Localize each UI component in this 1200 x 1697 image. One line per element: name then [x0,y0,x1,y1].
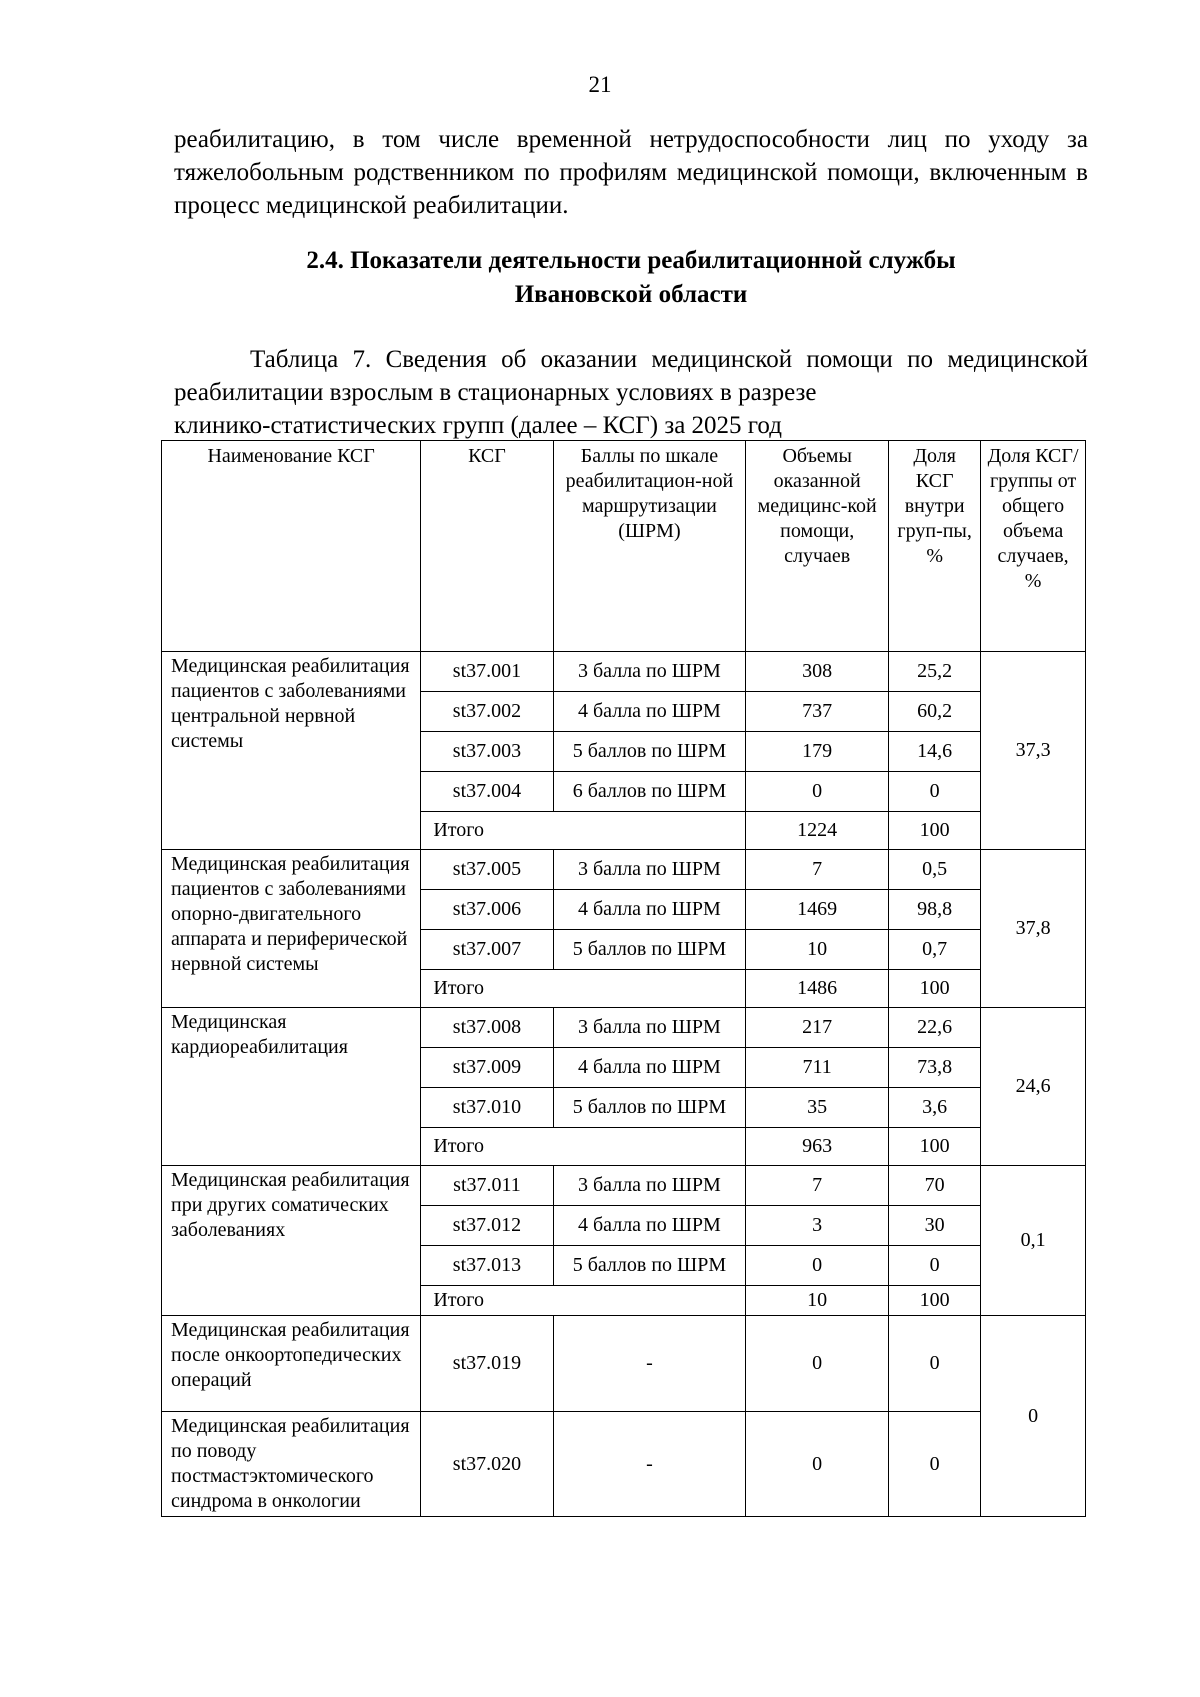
share-in-group: 0 [889,1316,981,1412]
shrm-score: 4 балла по ШРМ [553,692,746,732]
ksg-code: st37.006 [421,890,553,930]
shrm-score: 3 балла по ШРМ [553,1166,746,1206]
shrm-score: 5 баллов по ШРМ [553,1088,746,1128]
shrm-score: 3 балла по ШРМ [553,1008,746,1048]
shrm-score: 5 баллов по ШРМ [553,1246,746,1286]
case-volume: 0 [746,1246,889,1286]
rehab-statistics-table [161,440,1086,1517]
case-volume: 1469 [746,890,889,930]
ksg-code: st37.007 [421,930,553,970]
section-heading-line2: Ивановской области [514,281,748,308]
header-volume: Объемы оказанной медицинс-кой помощи, случаев [746,441,889,652]
shrm-score: 5 баллов по ШРМ [553,930,746,970]
table-row [162,1166,1086,1206]
share-of-total: 37,3 [981,652,1086,850]
page-number: 21 [588,72,612,97]
header-share-in-group: Доля КСГ внутри груп-пы, % [889,441,981,652]
table-header-row [162,441,1086,652]
case-volume: 711 [746,1048,889,1088]
table-body [162,652,1086,1517]
share-in-group: 0,7 [889,930,981,970]
shrm-score: 3 балла по ШРМ [553,850,746,890]
shrm-score: - [553,1412,746,1517]
total-volume: 1224 [746,812,889,850]
shrm-score: - [553,1316,746,1412]
case-volume: 179 [746,732,889,772]
share-in-group: 0 [889,772,981,812]
case-volume: 308 [746,652,889,692]
share-of-total: 37,8 [981,850,1086,1008]
group-name: Медицинская реабилитация при других соматических заболеваниях [162,1166,421,1316]
share-in-group: 70 [889,1166,981,1206]
share-in-group: 30 [889,1206,981,1246]
table-caption [174,343,1088,442]
group-name: Медицинская реабилитация по поводу постмастэктомического синдрома в онкологии [162,1412,421,1517]
ksg-code: st37.001 [421,652,553,692]
case-volume: 10 [746,930,889,970]
shrm-score: 5 баллов по ШРМ [553,732,746,772]
intro-paragraph: реабилитацию, в том числе временной нетрудоспособности лиц по уходу за тяжелобольным родственником по профилям медицинской помощи, включенным в процесс медицинской реабилитации. [174,126,1088,219]
case-volume: 0 [746,772,889,812]
case-volume: 35 [746,1088,889,1128]
header-score: Баллы по шкале реабилитацион-ной маршрутизации (ШРМ) [553,441,746,652]
shrm-score: 4 балла по ШРМ [553,890,746,930]
table-row [162,652,1086,692]
ksg-code: st37.004 [421,772,553,812]
header-share-total: Доля КСГ/ группы от общего объема случаев, % [981,441,1086,652]
table-row [162,1316,1086,1412]
shrm-score: 3 балла по ШРМ [553,652,746,692]
group-name: Медицинская реабилитация после онкоортопедических операций [162,1316,421,1412]
share-in-group: 98,8 [889,890,981,930]
group-name: Медицинская реабилитация пациентов с заболеваниями центральной нервной системы [162,652,421,850]
share-in-group: 25,2 [889,652,981,692]
group-name: Медицинская кардиореабилитация [162,1008,421,1166]
header-ksg: КСГ [421,441,553,652]
ksg-code: st37.005 [421,850,553,890]
ksg-code: st37.003 [421,732,553,772]
ksg-code: st37.013 [421,1246,553,1286]
case-volume: 217 [746,1008,889,1048]
share-in-group: 73,8 [889,1048,981,1088]
section-heading [174,244,1088,312]
header-name: Наименование КСГ [162,441,421,652]
total-volume: 963 [746,1128,889,1166]
ksg-code: st37.020 [421,1412,553,1517]
total-volume: 1486 [746,970,889,1008]
group-name: Медицинская реабилитация пациентов с заболеваниями опорно-двигательного аппарата и периферической нервной системы [162,850,421,1008]
total-share: 100 [889,1128,981,1166]
ksg-code: st37.011 [421,1166,553,1206]
case-volume: 3 [746,1206,889,1246]
total-label: Итого [421,812,746,850]
case-volume: 7 [746,850,889,890]
shrm-score: 4 балла по ШРМ [553,1206,746,1246]
share-in-group: 3,6 [889,1088,981,1128]
total-label: Итого [421,970,746,1008]
share-in-group: 14,6 [889,732,981,772]
ksg-code: st37.019 [421,1316,553,1412]
table-row [162,850,1086,890]
ksg-code: st37.002 [421,692,553,732]
section-heading-line1: 2.4. Показатели деятельности реабилитационной службы [306,247,956,274]
total-share: 100 [889,1286,981,1316]
table-caption-last-line: клинико-статистических групп (далее – КСГ) за 2025 год [174,412,782,439]
case-volume: 7 [746,1166,889,1206]
total-share: 100 [889,970,981,1008]
case-volume: 0 [746,1316,889,1412]
case-volume: 737 [746,692,889,732]
total-label: Итого [421,1286,746,1316]
share-in-group: 0,5 [889,850,981,890]
shrm-score: 4 балла по ШРМ [553,1048,746,1088]
share-of-total: 0,1 [981,1166,1086,1316]
total-label: Итого [421,1128,746,1166]
share-in-group: 0 [889,1412,981,1517]
ksg-code: st37.012 [421,1206,553,1246]
share-of-total: 24,6 [981,1008,1086,1166]
table-row [162,1412,1086,1517]
case-volume: 0 [746,1412,889,1517]
total-volume: 10 [746,1286,889,1316]
shrm-score: 6 баллов по ШРМ [553,772,746,812]
ksg-code: st37.008 [421,1008,553,1048]
share-in-group: 22,6 [889,1008,981,1048]
ksg-code: st37.010 [421,1088,553,1128]
total-share: 100 [889,812,981,850]
table-caption-main: Таблица 7. Сведения об оказании медицинской помощи по медицинской реабилитации взрослым в стационарных условиях в разрезе [174,346,1088,406]
share-of-total: 0 [981,1316,1086,1517]
share-in-group: 60,2 [889,692,981,732]
share-in-group: 0 [889,1246,981,1286]
table-row [162,1008,1086,1048]
ksg-code: st37.009 [421,1048,553,1088]
